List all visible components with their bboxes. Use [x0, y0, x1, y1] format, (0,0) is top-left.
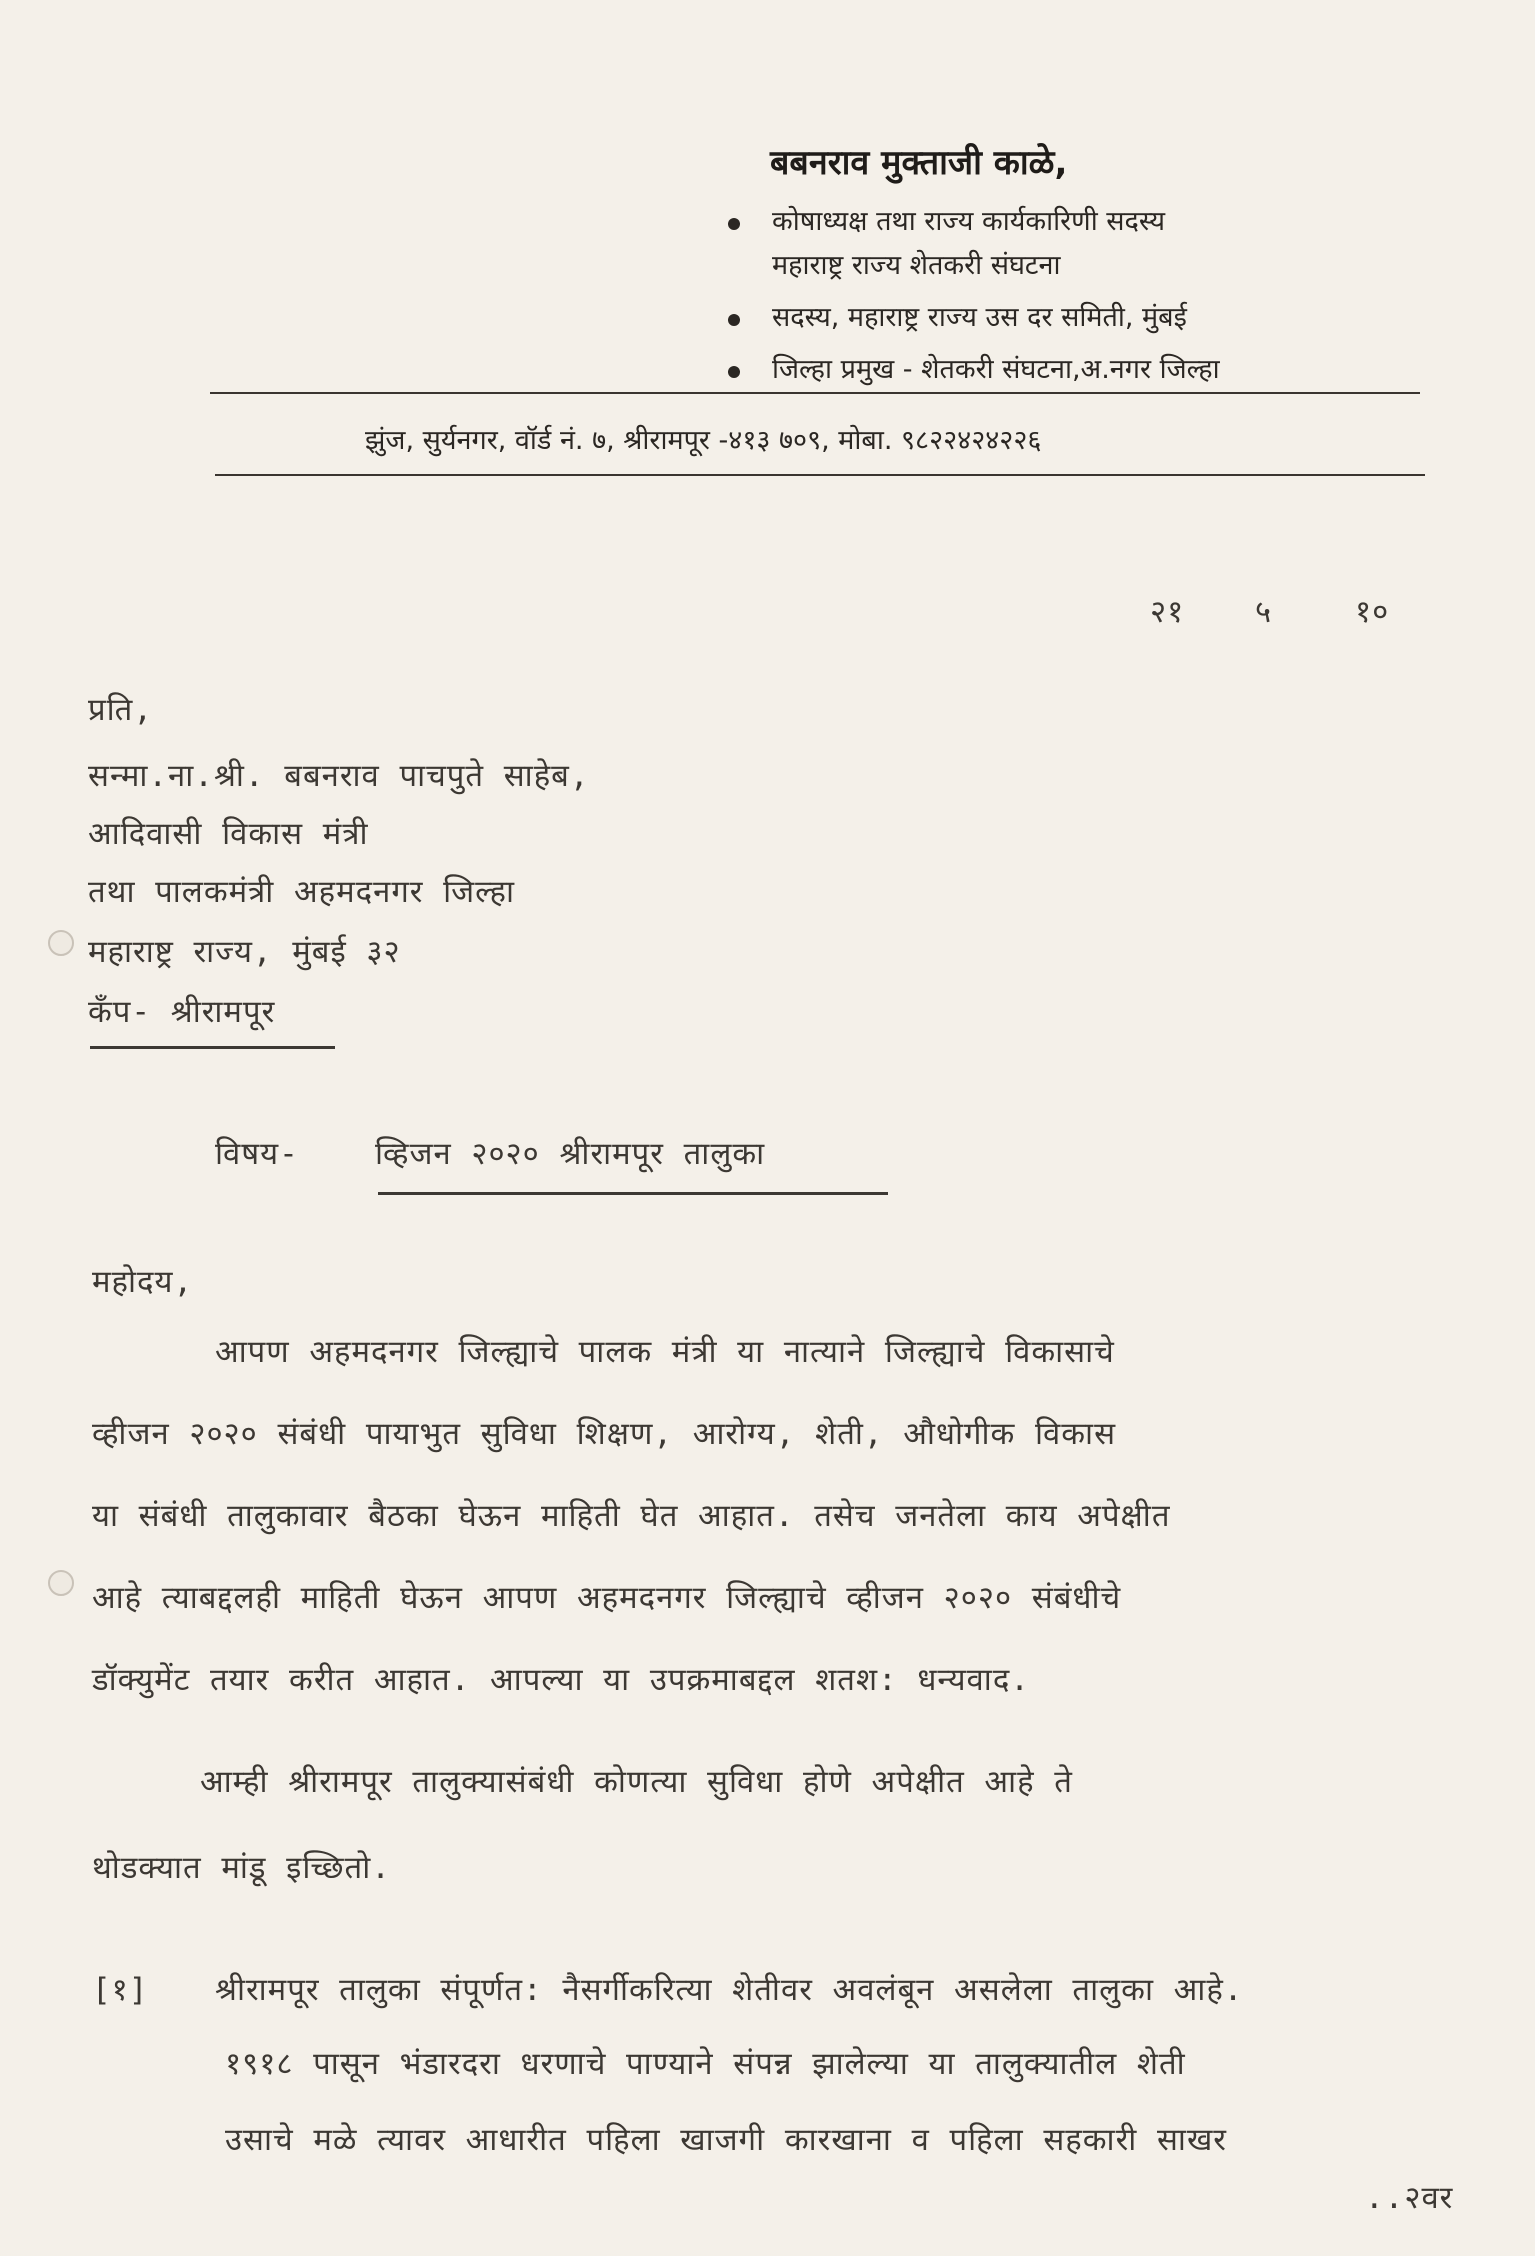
- punch-hole: [48, 1570, 74, 1596]
- paragraph-line: थोडक्यात मांडू इच्छितो.: [92, 1850, 391, 1886]
- bullet-dot-icon: [728, 366, 740, 378]
- paragraph-line: या संबंधी तालुकावार बैठका घेऊन माहिती घेत आहात. तसेच जनतेला काय अपेक्षीत: [92, 1498, 1171, 1534]
- greeting: महोदय,: [92, 1264, 194, 1300]
- recipient-line: महाराष्ट्र राज्य, मुंबई ३२: [88, 934, 401, 970]
- continued-marker: ..२वर: [1365, 2180, 1454, 2216]
- paragraph-line: डॉक्युमेंट तयार करीत आहात. आपल्या या उपक्रमाबद्दल शतश: धन्यवाद.: [92, 1662, 1030, 1698]
- letterhead-roles: [728, 200, 1428, 392]
- role-item: [728, 200, 1428, 244]
- bullet-dot-icon: [728, 314, 740, 326]
- paragraph-line: आहे त्याबद्दलही माहिती घेऊन आपण अहमदनगर जिल्ह्याचे व्हीजन २०२० संबंधीचे: [92, 1580, 1122, 1616]
- recipient-line: सन्मा.ना.श्री. बबनराव पाचपुते साहेब,: [88, 758, 590, 794]
- recipient-line: आदिवासी विकास मंत्री: [88, 816, 369, 852]
- role-item-continued: [728, 244, 1428, 288]
- recipient-to: प्रति,: [88, 692, 154, 728]
- recipient-camp: कँप- श्रीरामपूर: [88, 994, 276, 1030]
- paragraph-line: आम्ही श्रीरामपूर तालुक्यासंबंधी कोणत्या सुविधा होणे अपेक्षीत आहे ते: [200, 1764, 1073, 1800]
- role-item: [728, 296, 1428, 340]
- camp-underline: [90, 1046, 335, 1049]
- point-line: उसाचे मळे त्यावर आधारीत पहिला खाजगी कारखाना व पहिला सहकारी साखर: [225, 2122, 1227, 2158]
- date-day: २१: [1150, 594, 1185, 630]
- point-line: श्रीरामपूर तालुका संपूर्णत: नैसर्गीकरित्या शेतीवर अवलंबून असलेला तालुका आहे.: [215, 1972, 1244, 2008]
- role-text: कोषाध्यक्ष तथा राज्य कार्यकारिणी सदस्य: [772, 206, 1166, 237]
- punch-hole: [48, 930, 74, 956]
- bullet-dot-icon: [728, 218, 740, 230]
- date-year: १०: [1355, 594, 1390, 630]
- recipient-line: तथा पालकमंत्री अहमदनगर जिल्हा: [88, 874, 516, 910]
- point-number: [१]: [92, 1972, 149, 2008]
- letterhead-rule-bottom: [215, 474, 1425, 476]
- point-line: १९१८ पासून भंडारदरा धरणाचे पाण्याने संपन्न झालेल्या या तालुक्यातील शेती: [225, 2046, 1186, 2082]
- subject-label: विषय-: [215, 1136, 299, 1172]
- role-text: महाराष्ट्र राज्य शेतकरी संघटना: [772, 250, 1061, 281]
- subject-text: व्हिजन २०२० श्रीरामपूर तालुका: [375, 1136, 766, 1172]
- subject-underline: [378, 1192, 888, 1195]
- date-month: ५: [1255, 594, 1273, 630]
- role-text: सदस्य, महाराष्ट्र राज्य उस दर समिती, मुंबई: [772, 302, 1187, 333]
- paragraph-line: आपण अहमदनगर जिल्ह्याचे पालक मंत्री या नात्याने जिल्ह्याचे विकासाचे: [215, 1334, 1115, 1370]
- role-text: जिल्हा प्रमुख - शेतकरी संघटना,अ.नगर जिल्हा: [772, 354, 1220, 385]
- paragraph-line: व्हीजन २०२० संबंधी पायाभुत सुविधा शिक्षण, आरोग्य, शेती, औधोगीक विकास: [92, 1416, 1117, 1452]
- letterhead-rule-top: [210, 392, 1420, 394]
- role-item: [728, 348, 1428, 392]
- letterhead-name: बबनराव मुक्ताजी काळे,: [770, 143, 1068, 183]
- letterhead-address: झुंज, सुर्यनगर, वॉर्ड नं. ७, श्रीरामपूर -४१३ ७०९, मोबा. ९८२२४२४२२६: [365, 425, 1042, 456]
